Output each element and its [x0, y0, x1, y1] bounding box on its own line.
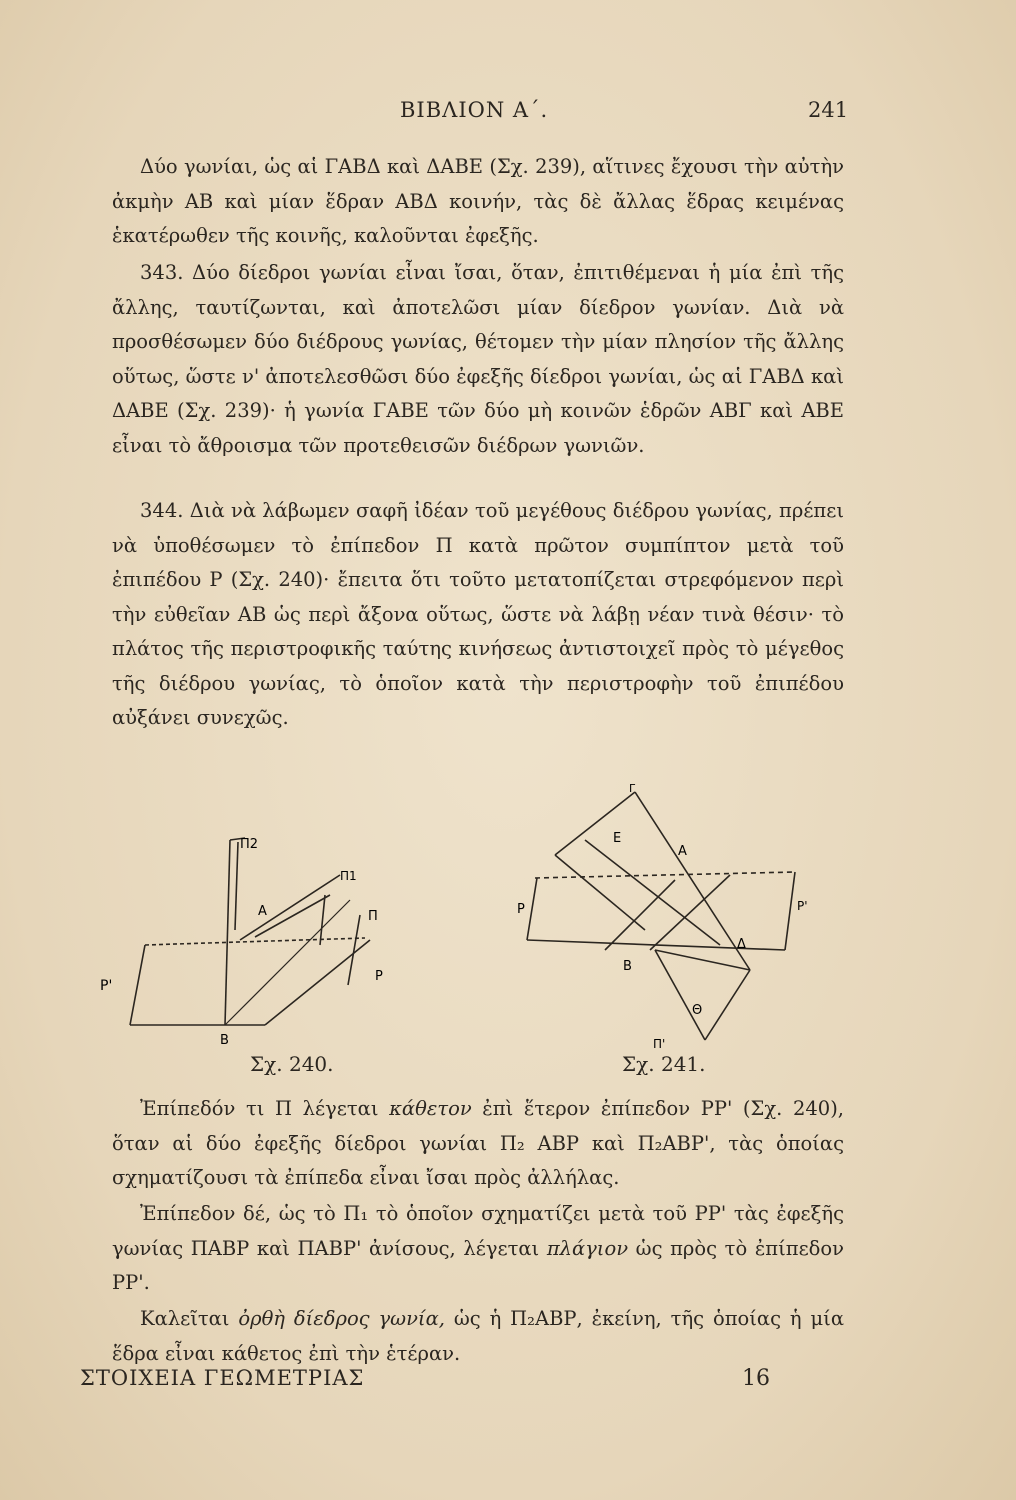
caption-fig-240: Σχ. 240. — [250, 1052, 334, 1076]
label-b: Β — [220, 1033, 229, 1048]
term-plagion: πλάγιον — [546, 1236, 629, 1260]
p4-tail: ἐπὶ ἕτερον ἐπίπεδον ΡΡ' (Σχ. 240), ὅταν αἱ δύο ἐφεξῆς δίεδροι γωνίαι Π₂ ΑΒΡ καὶ Π₂ΑΒΡ', τὰς ὁποίας σχηματίζουσι τὰ ἐπίπεδα εἶναι ἴσαι πρὸς ἀλλήλας. — [112, 1097, 844, 1189]
label-a: Α — [258, 904, 267, 919]
caption-fig-241: Σχ. 241. — [622, 1052, 706, 1076]
page-number: 241 — [808, 98, 849, 122]
plane-rp-right — [785, 872, 795, 950]
label-r: Ρ — [517, 902, 525, 917]
paragraph-oblique-plane — [112, 1197, 844, 1301]
label-r: Ρ — [375, 969, 383, 984]
label-rp: Ρ' — [100, 978, 113, 994]
edge-a — [650, 875, 730, 950]
edge-gamma-right — [635, 792, 750, 970]
p6-lead: Καλεῖται — [140, 1307, 239, 1330]
label-b: Β — [623, 959, 632, 974]
plane-rp-left — [527, 878, 537, 940]
label-p1: Π1 — [340, 869, 357, 883]
paragraph-perpendicular-plane — [112, 1092, 844, 1196]
plane-p2-edge — [225, 840, 230, 1025]
p5-lead: Ἐπίπεδον δέ, ὡς τὸ Π₁ τὸ ὁποῖον σχηματίζει μετὰ τοῦ ΡΡ' τὰς ἐφεξῆς γωνίας ΠΑΒΡ καὶ ΠΑΒΡ' ἀνίσους, λέγεται — [112, 1202, 844, 1260]
label-delta: Δ — [737, 937, 746, 952]
label-p2: Π2 — [240, 837, 259, 852]
edge-bottom — [705, 970, 750, 1040]
label-pp: Π' — [653, 1037, 666, 1050]
p5-tail: ὡς πρὸς τὸ ἐπίπεδον ΡΡ'. — [112, 1236, 845, 1294]
plane-rp-top — [535, 872, 795, 878]
label-a: Α — [678, 844, 687, 859]
plane-p2-edge-2 — [235, 842, 238, 930]
term-orthi-diedros: ὀρθὴ δίεδρος γωνία, — [238, 1307, 445, 1330]
label-e: Ε — [613, 831, 622, 846]
footer-book-title: ΣΤΟΙΧΕΙΑ ΓΕΩΜΕΤΡΙΑΣ — [80, 1366, 365, 1390]
paragraph-right-dihedral — [112, 1302, 844, 1371]
plane-p1-right — [320, 895, 325, 945]
paragraph-343: 343. Δύο δίεδροι γωνίαι εἶναι ἴσαι, ὅταν, ἐπιτιθέμεναι ἡ μία ἐπὶ τῆς ἄλλης, ταυτίζωνται, καὶ ἀποτελῶσι μίαν δίεδρον γωνίαν. Διὰ νὰ προσθέσωμεν δύο διέδρους γωνίας, θέτομεν τὴν μίαν πλησίον τῆς ἄλλης οὕτως, ὥστε ν' ἀποτελεσθῶσι δύο ἐφεξῆς δίεδροι γωνίαι, ὡς αἱ ΓΑΒΔ καὶ ΔΑΒΕ (Σχ. 239)· ἡ γωνία ΓΑΒΕ τῶν δύο μὴ κοινῶν ἑδρῶν ΑΒΓ καὶ ΑΒΕ εἶναι τὸ ἄθροισμα τῶν προτεθεισῶν διέδρων γωνιῶν. — [112, 261, 844, 457]
plane-p1-edge — [240, 875, 340, 940]
term-kathetos: κάθετον — [389, 1097, 472, 1120]
figure-241 — [505, 780, 815, 1050]
edge-b — [605, 880, 675, 950]
label-rp: Ρ' — [797, 899, 808, 913]
paragraph-adjacent-angles: Δύο γωνίαι, ὡς αἱ ΓΑΒΔ καὶ ΔΑΒΕ (Σχ. 239), αἵτινες ἔχουσι τὴν αὐτὴν ἀκμὴν ΑΒ καὶ μίαν ἕδραν ΑΒΔ κοινήν, τὰς δὲ ἄλλας ἕδρας κειμένας ἑκατέρωθεν τῆς κοινῆς, καλοῦνται ἐφεξῆς. — [112, 155, 844, 247]
edge-theta — [655, 950, 705, 1040]
footer-signature: 16 — [742, 1366, 770, 1391]
paragraph-344: 344. Διὰ νὰ λάβωμεν σαφῆ ἰδέαν τοῦ μεγέθους διέδρου γωνίας, πρέπει νὰ ὑποθέσωμεν τὸ ἐπίπεδον Π κατὰ πρῶτον συμπίπτον μετὰ τοῦ ἐπιπέδου Ρ (Σχ. 240)· ἔπειτα ὅτι τοῦτο μετατοπίζεται στρεφόμενον περὶ τὴν εὐθεῖαν ΑΒ ὡς περὶ ἄξονα οὕτως, ὥστε νὰ λάβῃ νέαν τινὰ θέσιν· τὸ πλάτος τῆς περιστροφικῆς ταύτης κινήσεως ἀντιστοιχεῖ πρὸς τὸ μέγεθος τῆς διέδρου γωνίας, τὸ ὁποῖον κατὰ τὴν περιστροφὴν τοῦ ἐπιπέδου αὐξάνει συνεχῶς. — [112, 499, 844, 729]
plane-rp-left-edge — [130, 945, 145, 1025]
figure-240 — [90, 820, 410, 1050]
label-theta: Θ — [692, 1003, 703, 1018]
label-p: Π — [368, 909, 378, 924]
edge-inner-1 — [555, 855, 645, 930]
running-head: ΒΙΒΛΙΟΝ Α΄. — [400, 98, 549, 122]
label-gamma: Γ — [629, 782, 636, 795]
p4-lead: Ἐπίπεδόν τι Π λέγεται — [140, 1097, 390, 1120]
axis-ab — [145, 938, 365, 945]
p6-tail: ὡς ἡ Π₂ΑΒΡ, ἐκείνη, τῆς ὁποίας ἡ μία ἕδρα εἶναι κάθετος ἐπὶ τὴν ἑτέραν. — [112, 1307, 844, 1365]
edge-gamma-left — [555, 792, 635, 855]
edge-delta — [655, 950, 750, 970]
